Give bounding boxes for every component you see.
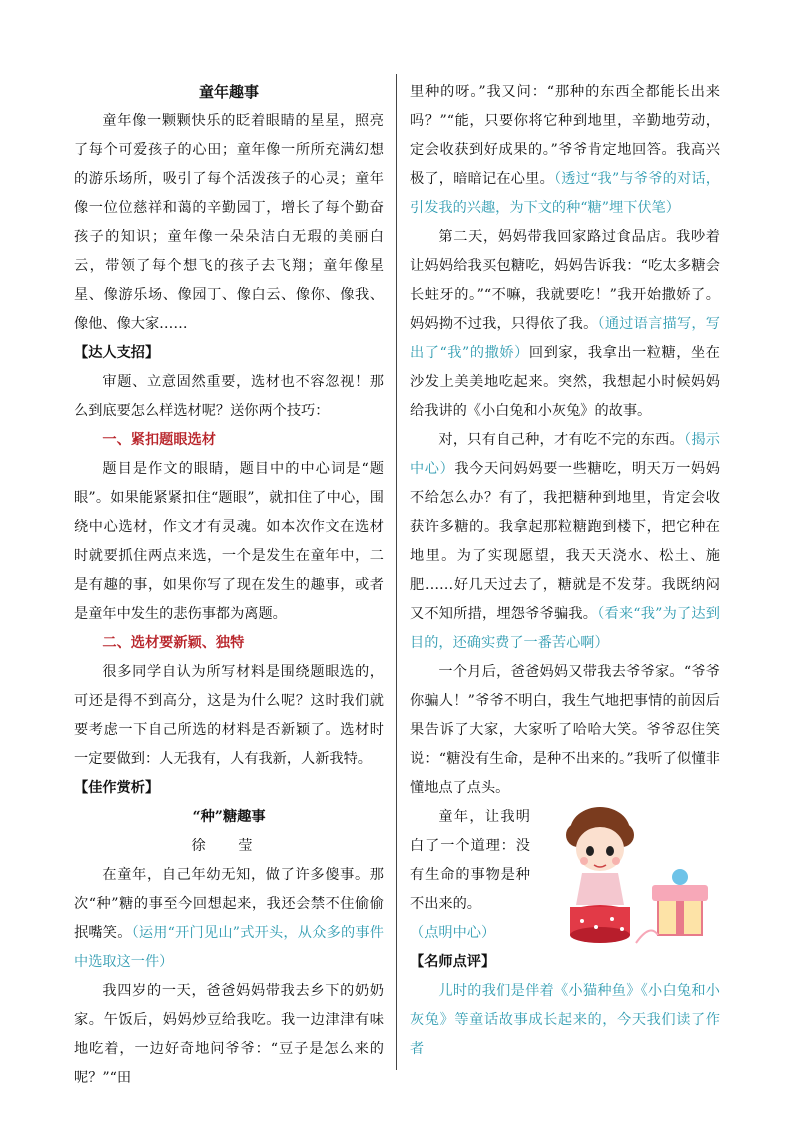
- column-divider: [396, 74, 397, 1070]
- conclusion-block: [410, 803, 720, 948]
- page-title: 童年趣事: [198, 83, 259, 101]
- section-heading-essay: 【佳作赏析】: [74, 780, 160, 796]
- tip1-body: 题目是作文的眼睛，题目中的中心词是“题眼”。如果能紧紧扣住“题眼”，就扣住了中心，围绕中心选材，作文才有灵魂。如本次作文在选材时就要抓住两点来选，一个是发生在童年中，二是有趣的事，如果你写了现在发生的趣事，或者是童年中发生的悲伤事都为离题。: [74, 461, 384, 622]
- essay-paragraph-3: [410, 223, 720, 426]
- essay-p3-end: 回到家，我拿出一粒糖，坐在沙发上美美地吃起来。突然，我想起小时候妈妈给我讲的《小白兔和小灰兔》的故事。: [410, 345, 720, 419]
- tips-intro: 审题、立意固然重要，选材也不容忽视！那么到底要怎么样选材呢？送你两个技巧：: [74, 374, 384, 419]
- essay-p2-cont-text: 里种的呀。”我又问：“那种的东西全都能长出来吗？”“能，只要你将它种到地里，辛勤地劳动，定会收获到好成果的。”爷爷肯定地回答。我高兴极了，暗暗记在心里。: [410, 84, 720, 187]
- essay-paragraph-1: [74, 861, 384, 977]
- essay-p1-note: （运用“开门见山”式开头，从众多的事件中选取这一件）: [74, 925, 384, 970]
- essay-p2-note: （透过“我”与爷爷的对话，引发我的兴趣，为下文的种“糖”埋下伏笔）: [410, 171, 720, 216]
- teacher-comment: 儿时的我们是伴着《小猫种鱼》《小白兔和小灰兔》等童话故事成长起来的，今天我们读了作者: [410, 983, 720, 1057]
- essay-p4-b: 我今天问妈妈要一些糖吃，明天万一妈妈不给怎么办？有了，我把糖种到地里，肯定会收获许多糖的。我拿起那粒糖跑到楼下，把它种在地里。为了实现愿望，我天天浇水、松土、施肥……好几天过去了，糖就是不发芽。我既纳闷又不知所措，埋怨爷爷骗我。: [410, 461, 720, 622]
- essay-p4-note2: （看来“我”为了达到目的，还确实费了一番苦心啊）: [410, 606, 720, 651]
- tip2-body: 很多同学自认为所写材料是围绕题眼选的，可还是得不到高分，这是为什么呢？这时我们就要考虑一下自己所选的材料是否新颖了。选材时一定要做到：人无我有，人有我新，人新我特。: [74, 664, 384, 767]
- essay-p4-a: 对，只有自己种，才有吃不完的东西。: [438, 432, 684, 448]
- tip1-heading: 一、紧扣题眼选材: [102, 432, 216, 448]
- section-heading-comment: 【名师点评】: [410, 954, 496, 970]
- essay-p1-text: 在童年，自己年幼无知，做了许多傻事。那次“种”糖的事至今回想起来，我还会禁不住偷偷抿嘴笑。: [74, 867, 384, 941]
- essay-title: “种”糖趣事: [192, 809, 266, 825]
- left-column: [74, 78, 384, 1093]
- essay-p3-note: （通过语言描写，写出了“我”的撒娇）: [410, 316, 720, 361]
- essay-p3-text: 第二天，妈妈带我回家路过食品店。我吵着让妈妈给我买包糖吃，妈妈告诉我：“吃太多糖会长蛀牙的。”“不嘛，我就要吃！”我开始撒娇了。妈妈拗不过我，只得依了我。: [410, 229, 720, 332]
- essay-paragraph-5: 一个月后，爸爸妈妈又带我去爷爷家。“爷爷你骗人！”爷爷不明白，我生气地把事情的前因后果告诉了大家，大家听了哈哈大笑。爷爷忍住笑说：“糖没有生命，是种不出来的。”我听了似懂非懂地点了点头。: [410, 664, 720, 796]
- tip2-heading: 二、选材要新颖、独特: [102, 635, 245, 651]
- cartoon-girl-illustration: [540, 803, 720, 953]
- essay-paragraph-6: 童年，让我明白了一个道理：没有生命的事物是种不出来的。: [410, 809, 530, 912]
- essay-p6-note: （点明中心）: [410, 925, 496, 941]
- essay-paragraph-2-cont: [410, 78, 720, 223]
- essay-p4-note: （揭示中心）: [410, 432, 720, 477]
- essay-paragraph-2: 我四岁的一天，爸爸妈妈带我去乡下的奶奶家。午饭后，妈妈炒豆给我吃。我一边津津有味地吃着，一边好奇地问爷爷：“豆子是怎么来的呢？”“田: [74, 983, 384, 1086]
- section-heading-tips: 【达人支招】: [74, 345, 160, 361]
- intro-paragraph: 童年像一颗颗快乐的眨着眼睛的星星，照亮了每个可爱孩子的心田；童年像一所所充满幻想的游乐场所，吸引了每个活泼孩子的心灵；童年像一位位慈祥和蔼的辛勤园丁，增长了每个勤奋孩子的知识；童年像一朵朵洁白无瑕的美丽白云，带领了每个想飞的孩子去飞翔；童年像星星、像游乐场、像园丁、像白云、像你、像我、像他、像大家……: [74, 113, 384, 332]
- right-column: [410, 78, 720, 1064]
- essay-author: 徐 莹: [191, 838, 267, 854]
- essay-paragraph-4: [410, 426, 720, 658]
